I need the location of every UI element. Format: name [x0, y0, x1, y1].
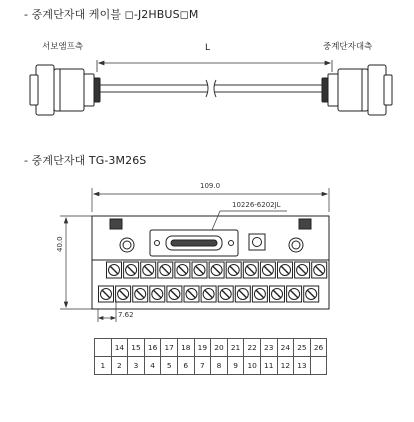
screw-terminal-bottom — [304, 286, 319, 302]
pin-top-row — [95, 339, 327, 357]
screw-terminal-top — [226, 262, 241, 278]
pin-cell-top: 15 — [128, 339, 145, 357]
pin-cell-top: 19 — [194, 339, 211, 357]
screw-terminal-bottom — [270, 286, 285, 302]
pin-bottom-row — [95, 357, 327, 375]
screw-terminal-bottom — [133, 286, 148, 302]
screw-terminal-top — [243, 262, 258, 278]
servo-amp-side-label: 서보앰프측 — [42, 42, 84, 52]
pin-cell-top: 17 — [161, 339, 178, 357]
screw-terminal-top — [141, 262, 156, 278]
screw-terminal-top — [107, 262, 122, 278]
terminal-block-side-label: 중계단자대측 — [323, 42, 373, 52]
cable-section-heading: - 중계단자대 케이블 ◻-J2HBUS◻M — [24, 8, 199, 21]
pin-cell-top: 21 — [227, 339, 244, 357]
height-dimension — [60, 216, 92, 309]
screw-terminal-bottom — [99, 286, 114, 302]
screw-terminal-bottom — [167, 286, 182, 302]
pin-cell-bottom: 3 — [128, 357, 145, 375]
pin-cell-top: 25 — [294, 339, 311, 357]
screw-terminal-bottom — [235, 286, 250, 302]
cable-length-label: L — [205, 43, 211, 53]
pin-cell-bottom: 7 — [194, 357, 211, 375]
screw-terminal-bottom — [287, 286, 302, 302]
pitch-dimension-label: 7.62 — [118, 311, 134, 319]
width-dimension-label: 109.0 — [200, 182, 221, 190]
screw-terminal-top — [192, 262, 207, 278]
terminal-block-heading: - 중계단자대 TG-3M26S — [24, 154, 147, 167]
connector-part-label: 10226-6202JL — [232, 201, 281, 209]
screw-terminal-top — [158, 262, 173, 278]
screw-terminal-top — [260, 262, 275, 278]
height-dimension-label: 40.0 — [56, 236, 64, 252]
screw-terminal-bottom — [184, 286, 199, 302]
pin-cell-top: 14 — [111, 339, 128, 357]
screw-terminal-bottom — [150, 286, 165, 302]
screw-terminal-top — [312, 262, 327, 278]
pin-cell-bottom: 10 — [244, 357, 261, 375]
pin-cell-bottom: 12 — [277, 357, 294, 375]
pin-cell-bottom: 5 — [161, 357, 178, 375]
screw-terminal-bottom — [116, 286, 131, 302]
screw-terminal-top — [175, 262, 190, 278]
screw-terminal-bottom — [218, 286, 233, 302]
screw-terminal-top — [209, 262, 224, 278]
pin-cell-bottom — [310, 357, 327, 375]
width-dimension — [92, 188, 329, 212]
pin-cell-top: 22 — [244, 339, 261, 357]
screw-terminal-top — [278, 262, 293, 278]
pin-cell-top: 18 — [177, 339, 194, 357]
pin-cell-bottom: 9 — [227, 357, 244, 375]
pin-cell-bottom: 1 — [95, 357, 112, 375]
pin-cell-top — [95, 339, 112, 357]
pin-cell-top: 24 — [277, 339, 294, 357]
pin-number-table — [94, 338, 327, 375]
pin-cell-bottom: 6 — [177, 357, 194, 375]
pin-cell-bottom: 13 — [294, 357, 311, 375]
pin-cell-bottom: 4 — [144, 357, 161, 375]
screw-terminal-bottom — [252, 286, 267, 302]
screw-terminal-top — [124, 262, 139, 278]
pin-cell-top: 20 — [211, 339, 228, 357]
screw-terminal-bottom — [201, 286, 216, 302]
pin-cell-top: 23 — [260, 339, 277, 357]
pin-cell-top: 26 — [310, 339, 327, 357]
pin-cell-top: 16 — [144, 339, 161, 357]
pin-cell-bottom: 11 — [260, 357, 277, 375]
screw-terminal-top — [295, 262, 310, 278]
pin-cell-bottom: 8 — [211, 357, 228, 375]
pin-cell-bottom: 2 — [111, 357, 128, 375]
